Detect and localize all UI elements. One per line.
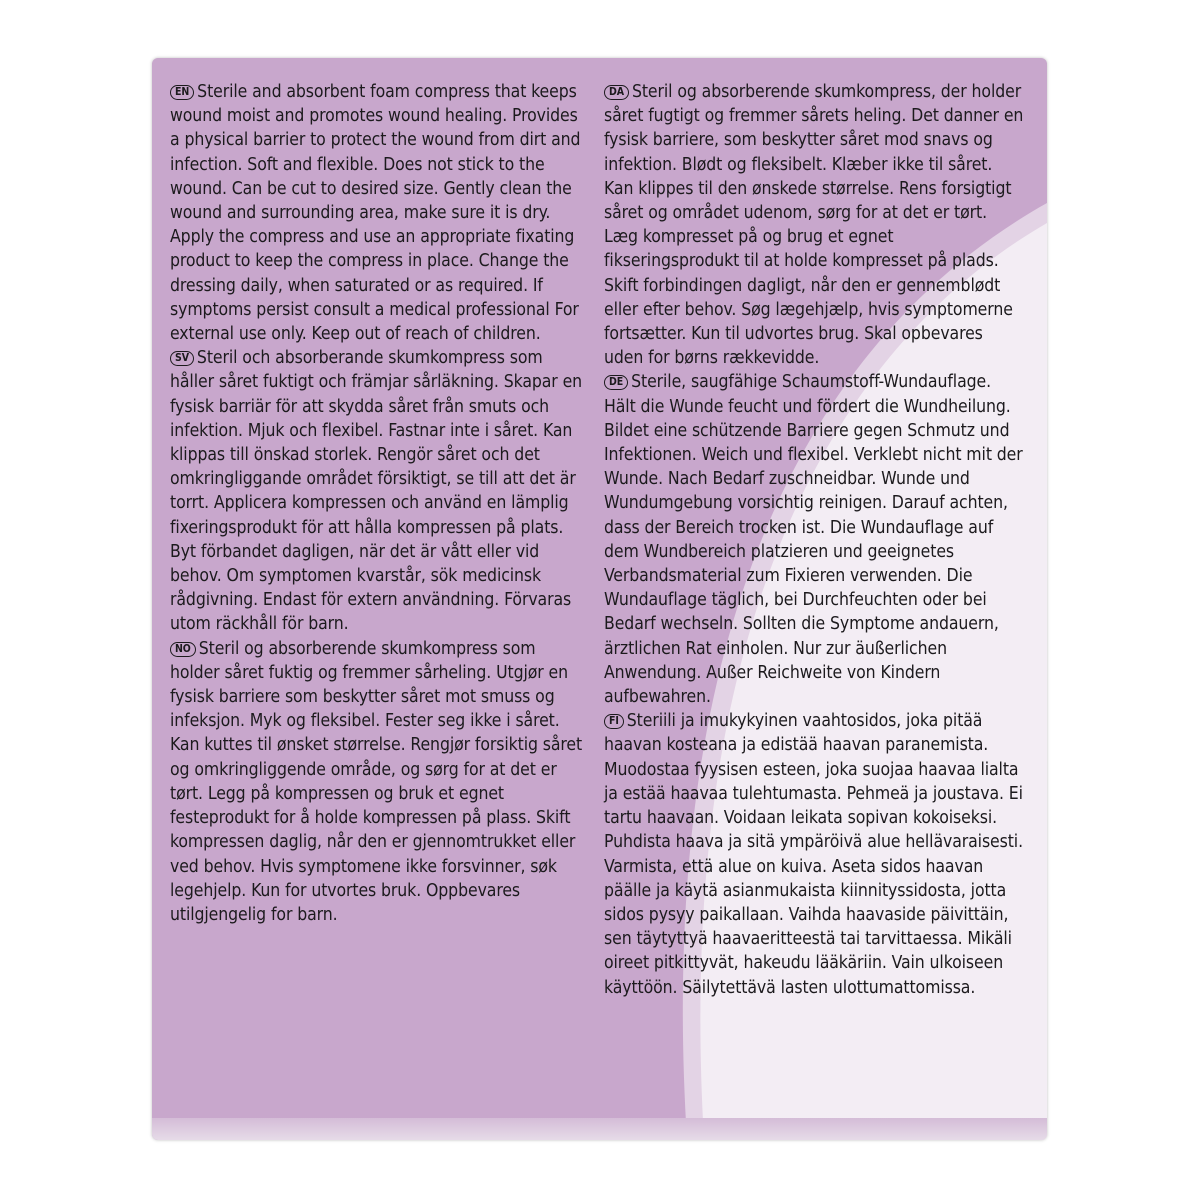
section-fi-text: Steriili ja imukykyinen vaahtosidos, joka pitää haavan kosteana ja edistää haavan paranemista. Muodostaa fyysisen esteen, joka suojaa haavaa lialta ja estää haavaa tulehtumasta. Pehmeä ja joustava. Ei tartu haavaan. Voidaan leikata sopivan kokoiseksi. Puhdista haava ja sitä ympäröivä alue hellävaraisesti. Varmista, että alue on kuiva. Aseta sidos haavan päälle ja käytä asianmukaista kiinnityssidosta, jotta sidos pysyy paikallaan. Vaihda haavaside päivittäin, sen täytyttyä haavaeritteestä tai tarvittaessa. Mikäli oireet pitkittyvät, hakeudu lääkäriin. Vain ulkoiseen käyttöön. Säilytettävä lasten ulottumattomissa. — [604, 711, 1023, 998]
left-column — [170, 80, 588, 927]
lang-badge-en: EN — [170, 85, 194, 100]
section-de — [604, 370, 1024, 709]
panel-bottom-edge — [152, 1118, 1047, 1140]
package-panel — [152, 58, 1047, 1140]
section-sv-text: Steril och absorberande skumkompress som håller såret fuktigt och främjar sårläkning. Skapar en fysisk barriär för att skydda såret från smuts och infektion. Mjuk och flexibel. Fastnar inte i såret. Kan klippas till önskad storlek. Rengör såret och det omkringliggande området försiktigt, se till att det är torrt. Applicera kompressen och använd en lämplig fixeringsprodukt för att hålla kompressen på plats. Byt förbandet dagligen, när det är vått eller vid behov. Om symptomen kvarstår, sök medicinsk rådgivning. Endast för extern användning. Förvaras utom räckhåll för barn. — [170, 348, 583, 635]
section-en-text: Sterile and absorbent foam compress that keeps wound moist and promotes wound healing. Provides a physical barrier to protect the wound from dirt and infection. Soft and flexible. Does not stick to the wound. Can be cut to desired size. Gently clean the wound and surrounding area, make sure it is dry. Apply the compress and use an appropriate fixating product to keep the compress in place. Change the dressing daily, when saturated or as required. If symptoms persist consult a medical professional For external use only. Keep out of reach of children. — [170, 82, 581, 345]
section-en — [170, 80, 588, 346]
lang-badge-da: DA — [604, 85, 629, 100]
lang-badge-no: NO — [170, 642, 196, 657]
right-column — [604, 80, 1024, 1000]
section-da-text: Steril og absorberende skumkompress, der holder såret fugtigt og fremmer sårets heling. Det danner en fysisk barriere, som beskytter såret mod snavs og infektion. Blødt og fleksibelt. Klæber ikke til såret. Kan klippes til den ønskede størrelse. Rens forsigtigt såret og området udenom, sørg for at det er tørt. Læg kompresset på og brug et egnet fikseringsprodukt til at holde kompresset på plads. Skift forbindingen dagligt, når den er gennemblødt eller efter behov. Søg lægehjælp, hvis symptomerne fortsætter. Kun til udvortes brug. Skal opbevares uden for børns rækkevidde. — [604, 82, 1024, 369]
section-no — [170, 637, 588, 927]
section-de-text: Sterile, saugfähige Schaumstoff-Wundauflage. Hält die Wunde feucht und fördert die Wundheilung. Bildet eine schützende Barriere gegen Schmutz und Infektionen. Weich und flexibel. Verklebt nicht mit der Wunde. Nach Bedarf zuschneidbar. Wunde und Wundumgebung vorsichtig reinigen. Darauf achten, dass der Bereich trocken ist. Die Wundauflage auf dem Wundbereich platzieren und geeignetes Verbandsmaterial zum Fixieren verwenden. Die Wundauflage täglich, bei Durchfeuchten oder bei Bedarf wechseln. Sollten die Symptome andauern, ärztlichen Rat einholen. Nur zur äußerlichen Anwendung. Außer Reichweite von Kindern aufbewahren. — [604, 372, 1023, 708]
lang-badge-sv: SV — [170, 351, 194, 366]
lang-badge-fi: FI — [604, 714, 624, 729]
section-no-text: Steril og absorberende skumkompress som holder såret fuktig og fremmer sårheling. Utgjør en fysisk barriere som beskytter såret mot smuss og infeksjon. Myk og fleksibel. Fester seg ikke i såret. Kan kuttes til ønsket størrelse. Rengjør forsiktig såret og omkringliggende område, og sørg for at det er tørt. Legg på kompressen og bruk et egnet festeprodukt for å holde kompressen på plass. Skift kompressen daglig, når den er gjennomtrukket eller ved behov. Hvis symptomene ikke forsvinner, søk legehjelp. Kun for utvortes bruk. Oppbevares utilgjengelig for barn. — [170, 638, 583, 925]
section-da — [604, 80, 1024, 370]
lang-badge-de: DE — [604, 375, 628, 390]
section-sv — [170, 346, 588, 636]
section-fi — [604, 709, 1024, 999]
